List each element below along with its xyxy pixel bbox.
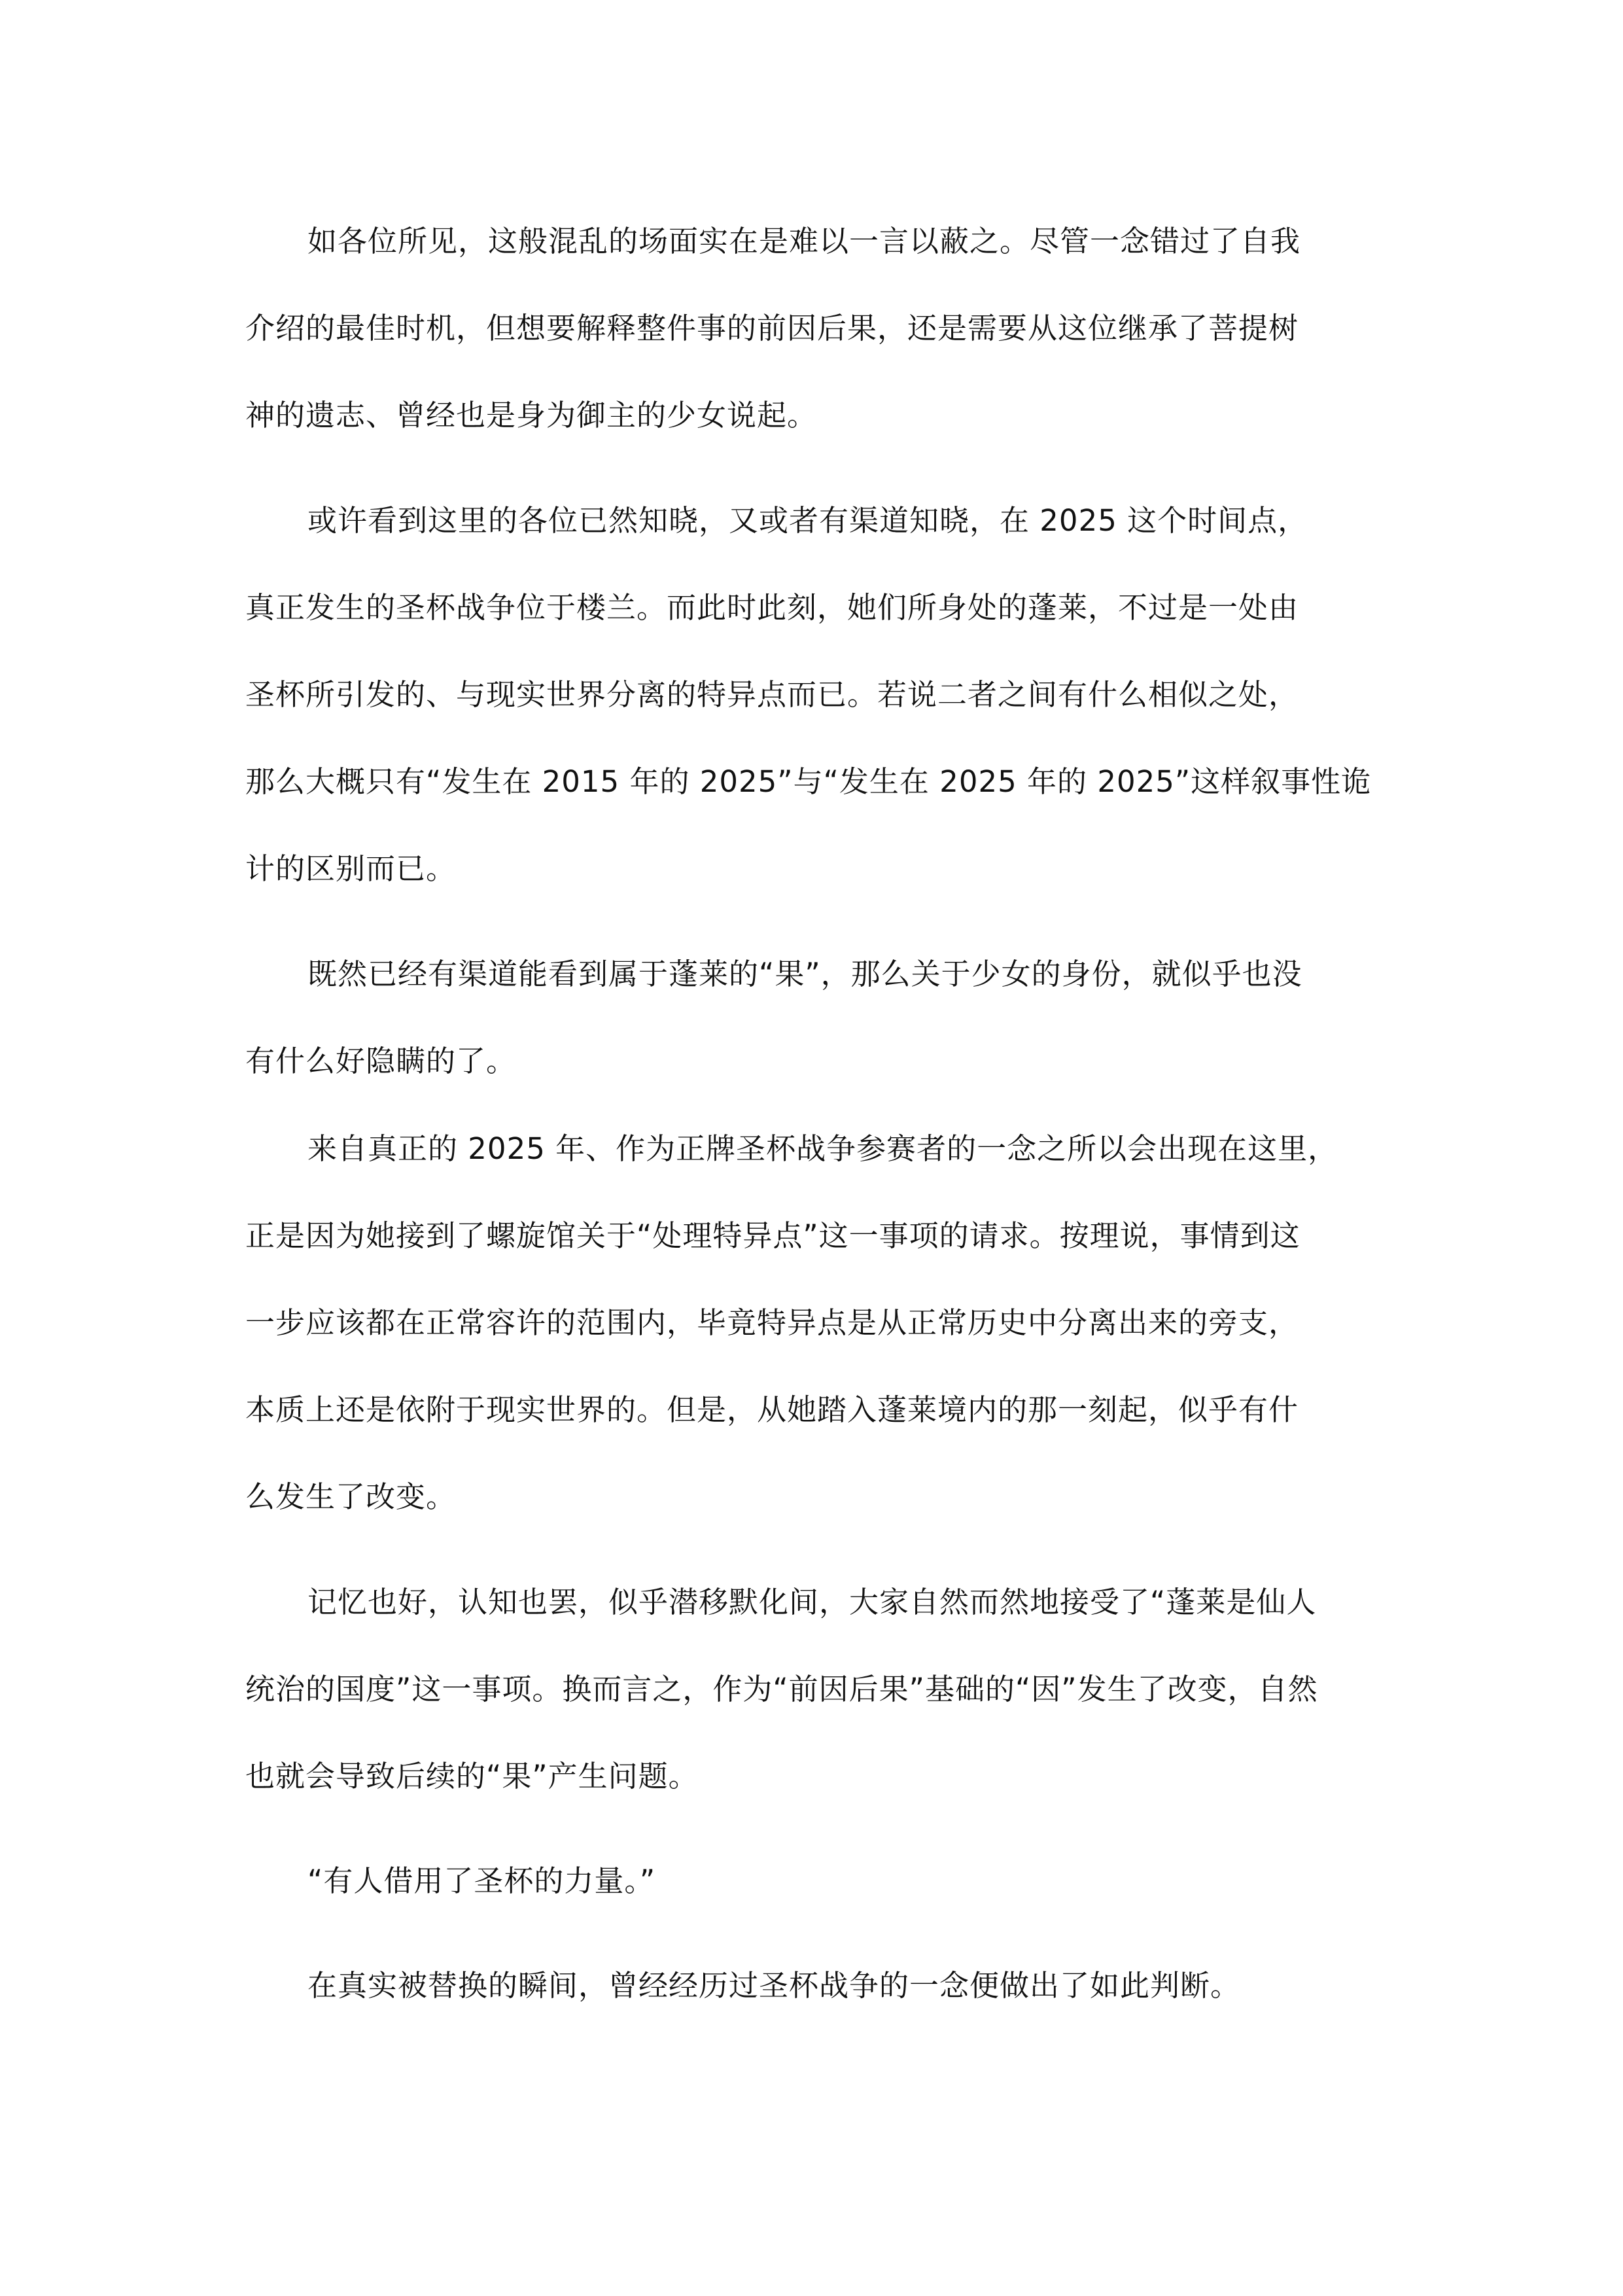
paragraph-line: 统治的国度”这一事项。换而言之，作为“前因后果”基础的“因”发生了改变，自然 [245, 1672, 1318, 1706]
paragraph-line: 圣杯所引发的、与现实世界分离的特异点而已。若说二者之间有什么相似之处， [245, 677, 1299, 712]
paragraph-line: 在真实被替换的瞬间，曾经经历过圣杯战争的一念便做出了如此判断。 [307, 1968, 1241, 2003]
paragraph-line: 如各位所见，这般混乱的场面实在是难以一言以蔽之。尽管一念错过了自我 [307, 224, 1301, 258]
paragraph-3 [245, 930, 1384, 1104]
paragraph-line: 有什么好隐瞒的了。 [245, 1044, 517, 1078]
paragraph-line: “有人借用了圣杯的力量。” [307, 1863, 656, 1898]
paragraph-line: 既然已经有渠道能看到属于蓬莱的“果”，那么关于少女的身份，就似乎也没 [307, 957, 1302, 991]
paragraph-5 [245, 1559, 1384, 1820]
paragraph-line: 神的遗志、曾经也是身为御主的少女说起。 [245, 398, 818, 433]
paragraph-7 [245, 1942, 1384, 2029]
paragraph-line: 正是因为她接到了螺旋馆关于“处理特异点”这一事项的请求。按理说，事情到这 [245, 1218, 1300, 1253]
paragraph-line: 真正发生的圣杯战争位于楼兰。而此时此刻，她们所身处的蓬莱，不过是一处由 [245, 590, 1299, 625]
paragraph-line: 介绍的最佳时机，但想要解释整件事的前因后果，还是需要从这位继承了菩提树 [245, 311, 1299, 345]
paragraph-line: 来自真正的 2025 年、作为正牌圣杯战争参赛者的一念之所以会出现在这里， [307, 1131, 1338, 1166]
paragraph-line: 计的区别而已。 [245, 851, 457, 886]
paragraph-1 [245, 198, 1384, 459]
paragraph-line: 或许看到这里的各位已然知晓，又或者有渠道知晓，在 2025 这个时间点， [307, 503, 1308, 538]
paragraph-2 [245, 477, 1384, 912]
paragraph-4 [245, 1105, 1384, 1540]
paragraph-6 [245, 1837, 1384, 1924]
paragraph-line: 一步应该都在正常容许的范围内，毕竟特异点是从正常历史中分离出来的旁支， [245, 1305, 1299, 1340]
paragraph-line: 记忆也好，认知也罢，似乎潜移默化间，大家自然而然地接受了“蓬莱是仙人 [307, 1585, 1317, 1619]
paragraph-line: 本质上还是依附于现实世界的。但是，从她踏入蓬莱境内的那一刻起，似乎有什 [245, 1392, 1299, 1427]
paragraph-line: 么发生了改变。 [245, 1479, 457, 1514]
paragraph-line: 那么大概只有“发生在 2015 年的 2025”与“发生在 2025 年的 2025”这样叙事性诡 [245, 764, 1372, 799]
paragraph-line: 也就会导致后续的“果”产生问题。 [245, 1759, 699, 1793]
